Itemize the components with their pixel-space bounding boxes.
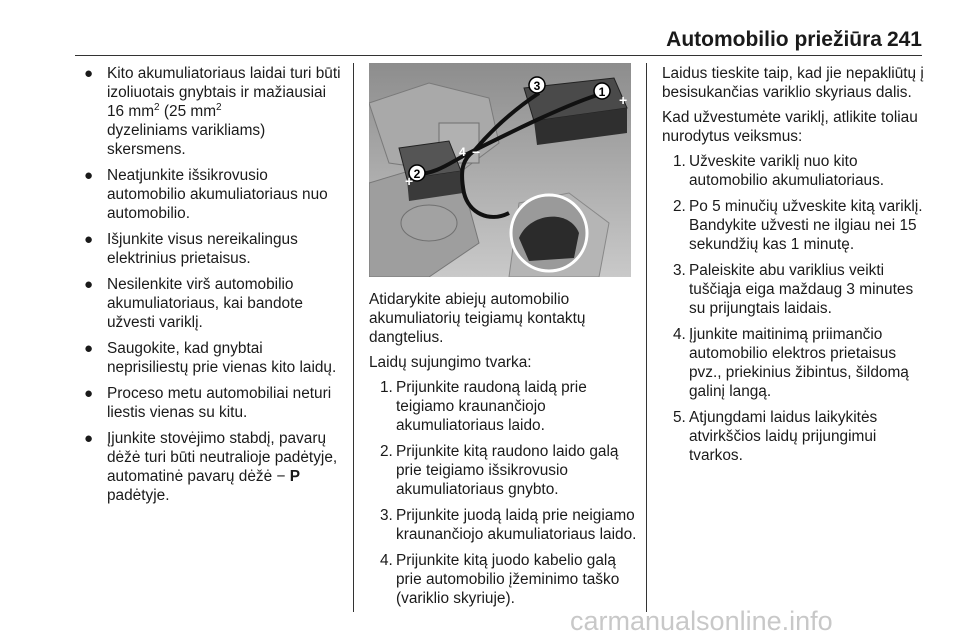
step-text: Prijunkite kitą raudono laido galą prie teigiamo išsikrovusio akumuliatoriaus gnybto. [396,443,619,498]
header-divider [75,55,922,56]
svg-text:4: 4 [459,145,466,159]
bullet-icon: ● [84,385,94,402]
step-text: Paleiskite abu variklius veikti tuščiąja eiga maždaug 3 minutes su prijungtais laidais. [689,262,914,317]
precautions-list [82,64,344,505]
callout-1 [594,83,610,99]
left-column [82,64,344,512]
list-item [82,339,344,377]
step-text: Po 5 minučių užveskite kitą variklį. Bandykite užvesti ne ilgiau nei 15 sekundžių kas 1 minutę. [689,198,923,253]
step-text: Užveskite variklį nuo kito automobilio akumuliatoriaus. [689,153,885,189]
list-item-text: Išjunkite visus nereikalingus elektrinius prietaisus. [107,231,298,267]
step-number: 3. [673,262,686,279]
list-item-text: padėtyje. [107,487,170,504]
list-item [662,197,930,254]
list-item [369,442,637,499]
cable-routing-paragraph: Laidus tieskite taip, kad jie nepakliūtų į besisukančias variklio skyriaus dalis. [662,65,924,101]
step-text: Prijunkite juodą laidą prie neigiamo kraunančiojo akumuliatoriaus laido. [396,507,637,543]
plus-icon: + [405,173,414,189]
column-divider-1 [353,63,354,612]
step-number: 1. [380,379,393,396]
plus-icon: + [619,92,628,108]
step-number: 2. [673,198,686,215]
list-item-text: (25 mm [159,103,217,120]
minus-icon: − [472,144,481,160]
svg-text:1: 1 [598,85,606,99]
step-number: 4. [380,552,393,569]
step-number: 3. [380,507,393,524]
svg-text:3: 3 [533,79,541,93]
bullet-icon: ● [84,340,94,357]
gear-position-label: P [289,468,300,485]
list-item-text: Nesilenkite virš automobilio akumuliatoriaus, kai bandote užvesti variklį. [107,276,303,331]
list-item [82,429,344,505]
callout-3 [529,77,545,93]
svg-text:2: 2 [413,167,421,181]
list-item [662,261,930,318]
dash-symbol: − [276,468,286,485]
jump-start-illustration [369,63,631,277]
step-number: 4. [673,326,686,343]
engine-bay-diagram [369,63,631,277]
connection-steps [369,378,637,608]
step-number: 2. [380,443,393,460]
step-text: Prijunkite kitą juodo kabelio galą prie automobilio įžeminimo taško (variklio skyriuje). [396,552,620,607]
bullet-icon: ● [84,276,94,293]
list-item [369,551,637,608]
list-item [369,506,637,544]
intro-paragraph: Atidarykite abiejų automobilio akumuliatorių teigiamų kontaktų dangtelius. [369,291,586,346]
list-item [82,64,344,159]
start-steps [662,152,930,465]
right-column [662,64,930,472]
bullet-icon: ● [84,430,94,447]
step-text: Atjungdami laidus laikykitės atvirkščios laidų prijungimui tvarkos. [689,409,878,464]
list-item-text: Įjunkite stovėjimo stabdį, pavarų dėžė turi būti neutralioje padėtyje, automatinė pavarų dėžė [107,430,338,485]
bullet-icon: ● [84,231,94,248]
step-text: Įjunkite maitinimą priimančio automobilio elektros prietaisus pvz., priekinius žibintus, šildomą galinį langą. [689,326,909,400]
column-divider-2 [646,63,647,612]
list-item [82,166,344,223]
list-item [662,408,930,465]
list-item-text: Kito akumuliatoriaus laidai turi būti izoliuotais gnybtais ir mažiausiai 16 mm [107,65,341,120]
list-item-text: Proceso metu automobiliai neturi liestis vienas su kitu. [107,385,332,421]
step-text: Prijunkite raudoną laidą prie teigiamo kraunančiojo akumuliatoriaus laido. [396,379,587,434]
superscript: 2 [216,101,222,113]
step-number: 1. [673,153,686,170]
middle-column [369,290,637,615]
watermark: carmanualsonline.info [570,606,833,636]
list-item [369,378,637,435]
callout-4 [459,145,466,159]
start-procedure-paragraph: Kad užvestumėte variklį, atlikite toliau nurodytus veiksmus: [662,109,918,145]
bullet-icon: ● [84,65,94,82]
step-number: 5. [673,409,686,426]
page-title: Automobilio priežiūra [666,28,882,51]
list-item [82,384,344,422]
bullet-icon: ● [84,167,94,184]
list-item [662,152,930,190]
order-title: Laidų sujungimo tvarka: [369,354,532,371]
superscript: 2 [154,101,160,113]
list-item-text: dyzeliniams varikliams) skersmens. [107,122,266,158]
page-number: 241 [886,28,922,51]
list-item [662,325,930,401]
list-item [82,230,344,268]
list-item-text: Neatjunkite išsikrovusio automobilio akumuliatoriaus nuo automobilio. [107,167,328,222]
list-item-text: Saugokite, kad gnybtai neprisiliestų prie vienas kito laidų. [107,340,337,376]
list-item [82,275,344,332]
